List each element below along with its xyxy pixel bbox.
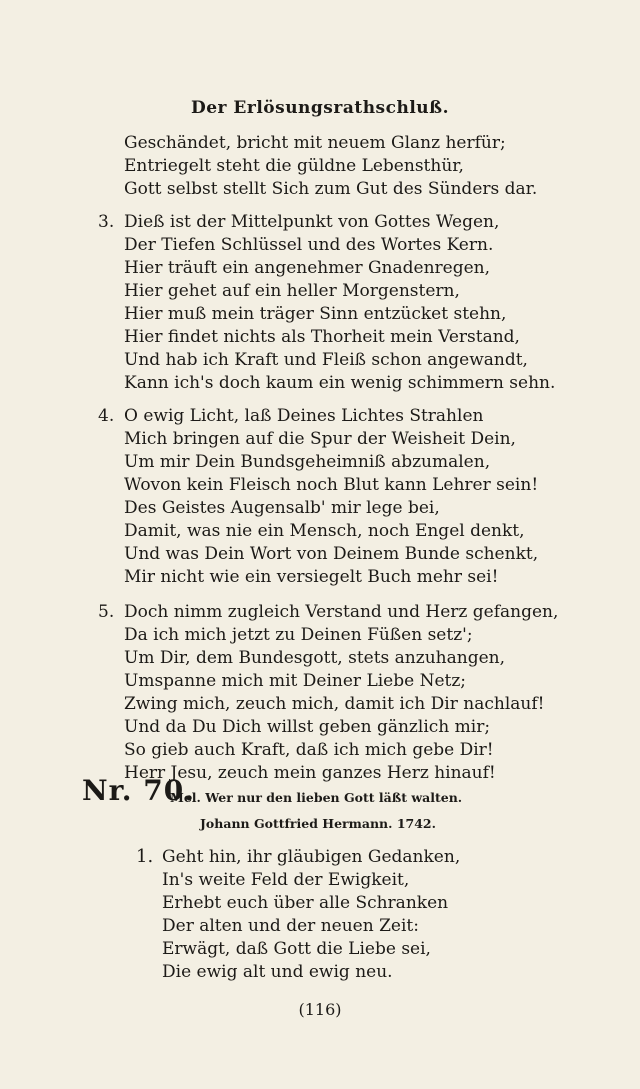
verse-line: Um mir Dein Bundsgeheimniß abzumalen, (124, 452, 491, 472)
verse-line: Um Dir, dem Bundesgott, stets anzuhangen, (124, 648, 505, 668)
verse-line: Mich bringen auf die Spur der Weisheit Dein, (124, 429, 516, 449)
verse-line: Der alten und der neuen Zeit: (162, 916, 419, 936)
verse-line: Kann ich's doch kaum ein wenig schimmern sehn. (124, 373, 556, 393)
verse-line: Geht hin, ihr gläubigen Gedanken, (162, 847, 461, 867)
verse-line: Doch nimm zugleich Verstand und Herz gefangen, (124, 602, 559, 622)
verse-line: Entriegelt steht die güldne Lebensthür, (124, 156, 464, 176)
verse-line: Umspanne mich mit Deiner Liebe Netz; (124, 671, 467, 691)
verse-line: Hier gehet auf ein heller Morgenstern, (124, 281, 460, 301)
verse-line: Und was Dein Wort von Deinem Bunde schenkt, (124, 544, 539, 564)
running-head: Der Erlösungsrathschluß. (190, 98, 449, 118)
verse-line: Damit, was nie ein Mensch, noch Engel denkt, (124, 521, 525, 541)
verse-line: Hier muß mein träger Sinn entzücket stehn, (124, 304, 507, 324)
verse-line: Des Geistes Augensalb' mir lege bei, (124, 498, 440, 518)
melody-line: Mel. Wer nur den lieben Gott läßt walten. (170, 790, 463, 805)
verse-line: Hier träuft ein angenehmer Gnadenregen, (124, 258, 491, 278)
verse-line: Geschändet, bricht mit neuem Glanz herfür; (124, 133, 506, 153)
verse-line: Hier findet nichts als Thorheit mein Verstand, (124, 327, 520, 347)
verse-line: O ewig Licht, laß Deines Lichtes Strahlen (124, 406, 484, 426)
verse-line: Zwing mich, zeuch mich, damit ich Dir nachlauf! (124, 694, 545, 714)
verse-line: Gott selbst stellt Sich zum Gut des Sünders dar. (124, 179, 538, 199)
verse-line: Erwägt, daß Gott die Liebe sei, (162, 939, 431, 959)
verse-line: Mir nicht wie ein versiegelt Buch mehr sei! (124, 567, 499, 587)
verse-line: Der Tiefen Schlüssel und des Wortes Kern. (124, 235, 494, 255)
verse-line: In's weite Feld der Ewigkeit, (162, 870, 410, 890)
verse-line: Die ewig alt und ewig neu. (162, 962, 393, 982)
verse-line: Herr Jesu, zeuch mein ganzes Herz hinauf! (124, 763, 496, 783)
verse-line: Wovon kein Fleisch noch Blut kann Lehrer sein! (124, 475, 539, 495)
author-line: Johann Gottfried Hermann. 1742. (200, 816, 436, 831)
verse-line: Dieß ist der Mittelpunkt von Gottes Wegen, (124, 212, 500, 232)
verse-line: Und da Du Dich willst geben gänzlich mir; (124, 717, 491, 737)
hymn-number: Nr. 70. (82, 774, 195, 807)
verse-line: Und hab ich Kraft und Fleiß schon angewandt, (124, 350, 528, 370)
verse-line: So gieb auch Kraft, daß ich mich gebe Dir! (124, 740, 494, 760)
stanza-number: 4. (98, 406, 115, 426)
verse-line: Da ich mich jetzt zu Deinen Füßen setz'; (124, 625, 473, 645)
stanza-number: 3. (98, 212, 115, 232)
verse-line: Erhebt euch über alle Schranken (162, 893, 449, 913)
page-number: (116) (298, 1000, 342, 1019)
stanza-number: 5. (98, 602, 115, 622)
stanza-number: 1. (136, 846, 154, 867)
